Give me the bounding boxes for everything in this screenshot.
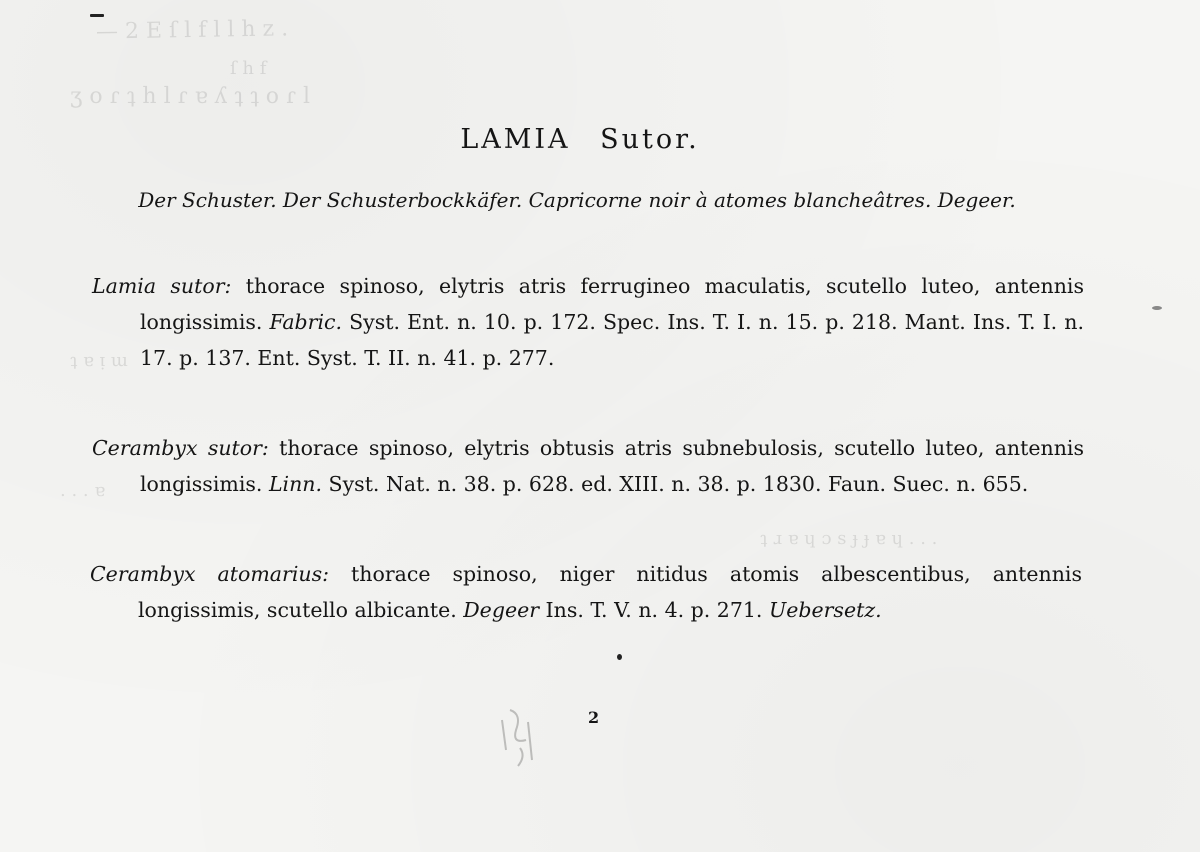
synonym-entry-cerambyx-sutor xyxy=(92,430,1084,502)
entry-lead: Cerambyx atomarius: xyxy=(90,562,330,586)
entry-text: thorace spinoso, niger nitidus atomis albescentibus, antennis longissimis, scutello albicante. xyxy=(138,562,1082,622)
bleed-through-text: ʇ ɹ ɐ ɥ ɔ s ɟ ɟ ɐ ɥ . . . xyxy=(760,528,938,549)
ink-speck xyxy=(617,654,622,660)
synonym-entry-cerambyx-atomarius xyxy=(90,556,1082,628)
synonym-entry-lamia-sutor xyxy=(92,268,1084,376)
title-genus: LAMIA xyxy=(460,124,571,155)
ink-speck xyxy=(1152,306,1162,310)
pencil-mark xyxy=(492,700,552,770)
bleed-through-text: ʇ ɐ ᴉ ɯ xyxy=(70,350,128,371)
vernacular-names: Der Schuster. Der Schusterbockkäfer. Capricorne noir à atomes blancheâtres. Degeer. xyxy=(138,188,1016,212)
entry-reference-author: Fabric. xyxy=(269,310,343,334)
title-species: Sutor. xyxy=(600,124,700,155)
entry-citation: Syst. Nat. n. 38. p. 628. ed. XIII. n. 38. p. 1830. Faun. Suec. n. 655. xyxy=(322,472,1029,496)
entry-text: thorace spinoso, elytris atris ferrugineo maculatis, scutello luteo, antennis longissimis. xyxy=(140,274,1084,334)
entry-reference-author: Linn. xyxy=(268,472,323,496)
entry-reference-author: Degeer xyxy=(463,598,540,622)
entry-citation: Syst. Ent. n. 10. p. 172. Spec. Ins. T. I. n. 15. p. 218. Mant. Ins. T. I. n. 17. p. 137. Ent. Syst. T. II. n. 41. p. 277. xyxy=(140,310,1084,370)
entry-lead: Cerambyx sutor: xyxy=(92,436,269,460)
bleed-through-text: ſ h f xyxy=(230,58,267,79)
bleed-through-text: — 2 E ſ l f l l h z . xyxy=(95,16,289,45)
entry-lead: Lamia sutor: xyxy=(92,274,232,298)
entry-text: thorace spinoso, elytris obtusis atris subnebulosis, scutello luteo, antennis longissimis. xyxy=(140,436,1084,496)
bleed-through-text: ʒ o ɾ ʇ h l ɾ ɐ ʎ ʇ ʇ o ɾ l xyxy=(70,84,311,109)
entry-citation: Ins. T. V. n. 4. p. 271. xyxy=(539,598,769,622)
ink-speck xyxy=(90,14,104,17)
page-title xyxy=(0,124,1160,155)
signature-mark: 2 xyxy=(588,708,600,727)
bleed-through-text: . . . ɐ xyxy=(60,480,106,501)
entry-translation-note: Uebersetz. xyxy=(768,598,882,622)
